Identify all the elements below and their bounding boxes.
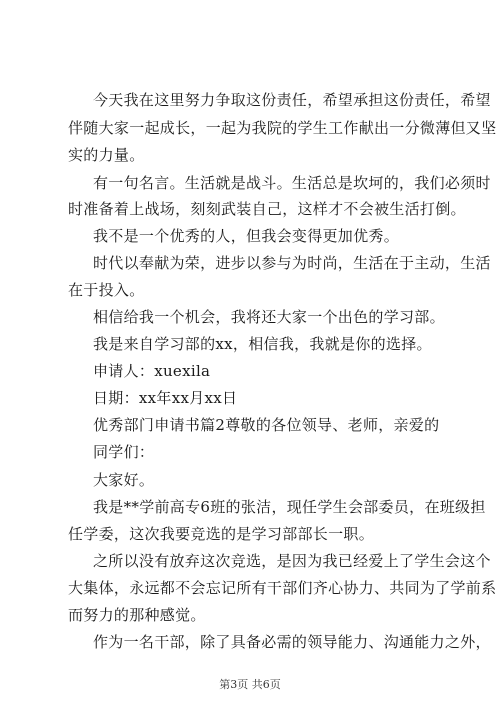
text-line: 时准备着上战场，刻刻武装自己，这样才不会被生活打倒。 [68, 200, 466, 218]
text-line: 实的力量。 [68, 146, 145, 164]
text-line: 相信给我一个机会，我将还大家一个出色的学习部。 [93, 308, 445, 326]
text-line: 我是**学前高专6班的张洁，现任学生会部委员，在班级担 [93, 498, 486, 516]
text-line: 大家好。 [93, 471, 155, 489]
text-line: 我是来自学习部的xx，相信我，我就是你的选择。 [93, 335, 432, 353]
text-line: 任学委，这次我要竞选的是学习部部长一职。 [68, 525, 375, 543]
text-line: 在于投入。 [68, 281, 145, 299]
text-line: 优秀部门申请书篇2尊敬的各位领导、老师，亲爱的 [93, 416, 440, 434]
text-line: 而努力的那种感觉。 [68, 606, 206, 624]
page-number-footer: 第3页 共6页 [219, 678, 281, 691]
date-line: 日期：xx年xx月xx日 [93, 389, 238, 407]
text-line: 大集体，永远都不会忘记所有干部们齐心协力、共同为了学前系 [68, 579, 497, 597]
text-line: 同学们： [93, 443, 155, 461]
text-line: 作为一名干部，除了具备必需的领导能力、沟通能力之外， [93, 633, 491, 651]
text-line: 今天我在这里努力争取这份责任，希望承担这份责任，希望 [93, 91, 491, 109]
text-line: 有一句名言。生活就是战斗。生活总是坎坷的，我们必须时 [93, 174, 491, 192]
applicant-line: 申请人：xuexila [93, 362, 211, 380]
text-line: 之所以没有放弃这次竞选，是因为我已经爱上了学生会这个 [93, 552, 491, 570]
text-line: 我不是一个优秀的人，但我会变得更加优秀。 [93, 227, 400, 245]
text-line: 时代以奉献为荣，进步以参与为时尚，生活在于主动，生活 [93, 254, 491, 272]
text-line: 伴随大家一起成长，一起为我院的学生工作献出一分微薄但又坚 [68, 119, 497, 137]
